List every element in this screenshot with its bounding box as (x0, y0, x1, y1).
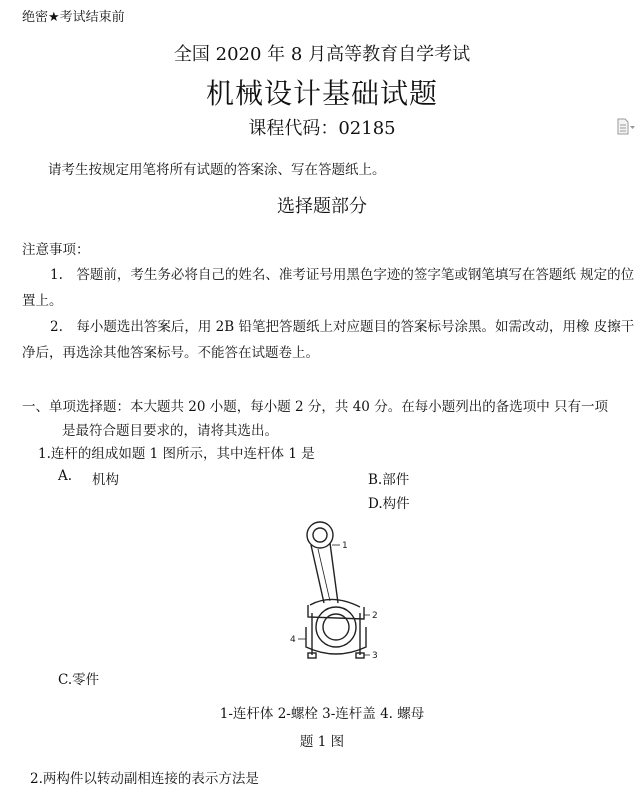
exam-title: 全国 2020 年 8 月高等教育自学考试 (173, 44, 471, 65)
figure-legend: 1-连杆体 2-螺栓 3-连杆盖 4. 螺母 (219, 706, 425, 722)
notice-item-2: 2. 每小题选出答案后，用 2B 铅笔把答题纸上对应题目的答案标号涂黑。如需改动，用橡 皮擦干净后，再选涂其他答案标号。不能答在试题卷上。 (22, 319, 635, 361)
question-1-option-b: B.部件 (368, 472, 410, 488)
section-intro (22, 395, 638, 443)
section-intro-line-2: 是最符合题目要求的，请将其选出。 (62, 423, 278, 439)
answer-instruction: 请考生按规定用笔将所有试题的答案涂、写在答题纸上。 (48, 162, 386, 178)
question-2-stem: 2.两构件以转动副相连接的表示方法是 (30, 771, 259, 787)
question-1-option-c: C.零件 (58, 672, 100, 688)
section-intro-line-1: 一、单项选择题：本大题共 20 小题，每小题 2 分，共 40 分。在每小题列出的备选项中 只有一项 (22, 399, 608, 415)
notice-title: 注意事项： (22, 242, 90, 258)
question-1-option-d: D.构件 (368, 496, 410, 512)
question-1-option-a-text: 机构 (92, 472, 119, 488)
confidential-mark: 绝密★考试结束前 (22, 10, 125, 25)
figure-label-1: 1 (342, 541, 348, 551)
figure-caption: 题 1 图 (299, 734, 345, 750)
question-1-stem: 1.连杆的组成如题 1 图所示，其中连杆体 1 是 (38, 446, 315, 462)
notice-item-1: 1. 答题前，考生务必将自己的姓名、准考证号用黑色字迹的签字笔或钢笔填写在答题纸 规定的位置上。 (22, 267, 635, 309)
document-icon[interactable] (616, 118, 636, 136)
figure-label-4: 4 (290, 635, 296, 645)
connecting-rod-figure (280, 515, 400, 675)
subject-title: 机械设计基础试题 (205, 77, 438, 110)
course-code: 课程代码：02185 (248, 118, 396, 139)
section-title: 选择题部分 (277, 196, 367, 217)
figure-label-3: 3 (372, 651, 378, 661)
figure-label-2: 2 (372, 611, 378, 621)
question-1-option-a-letter: A. (58, 468, 73, 484)
